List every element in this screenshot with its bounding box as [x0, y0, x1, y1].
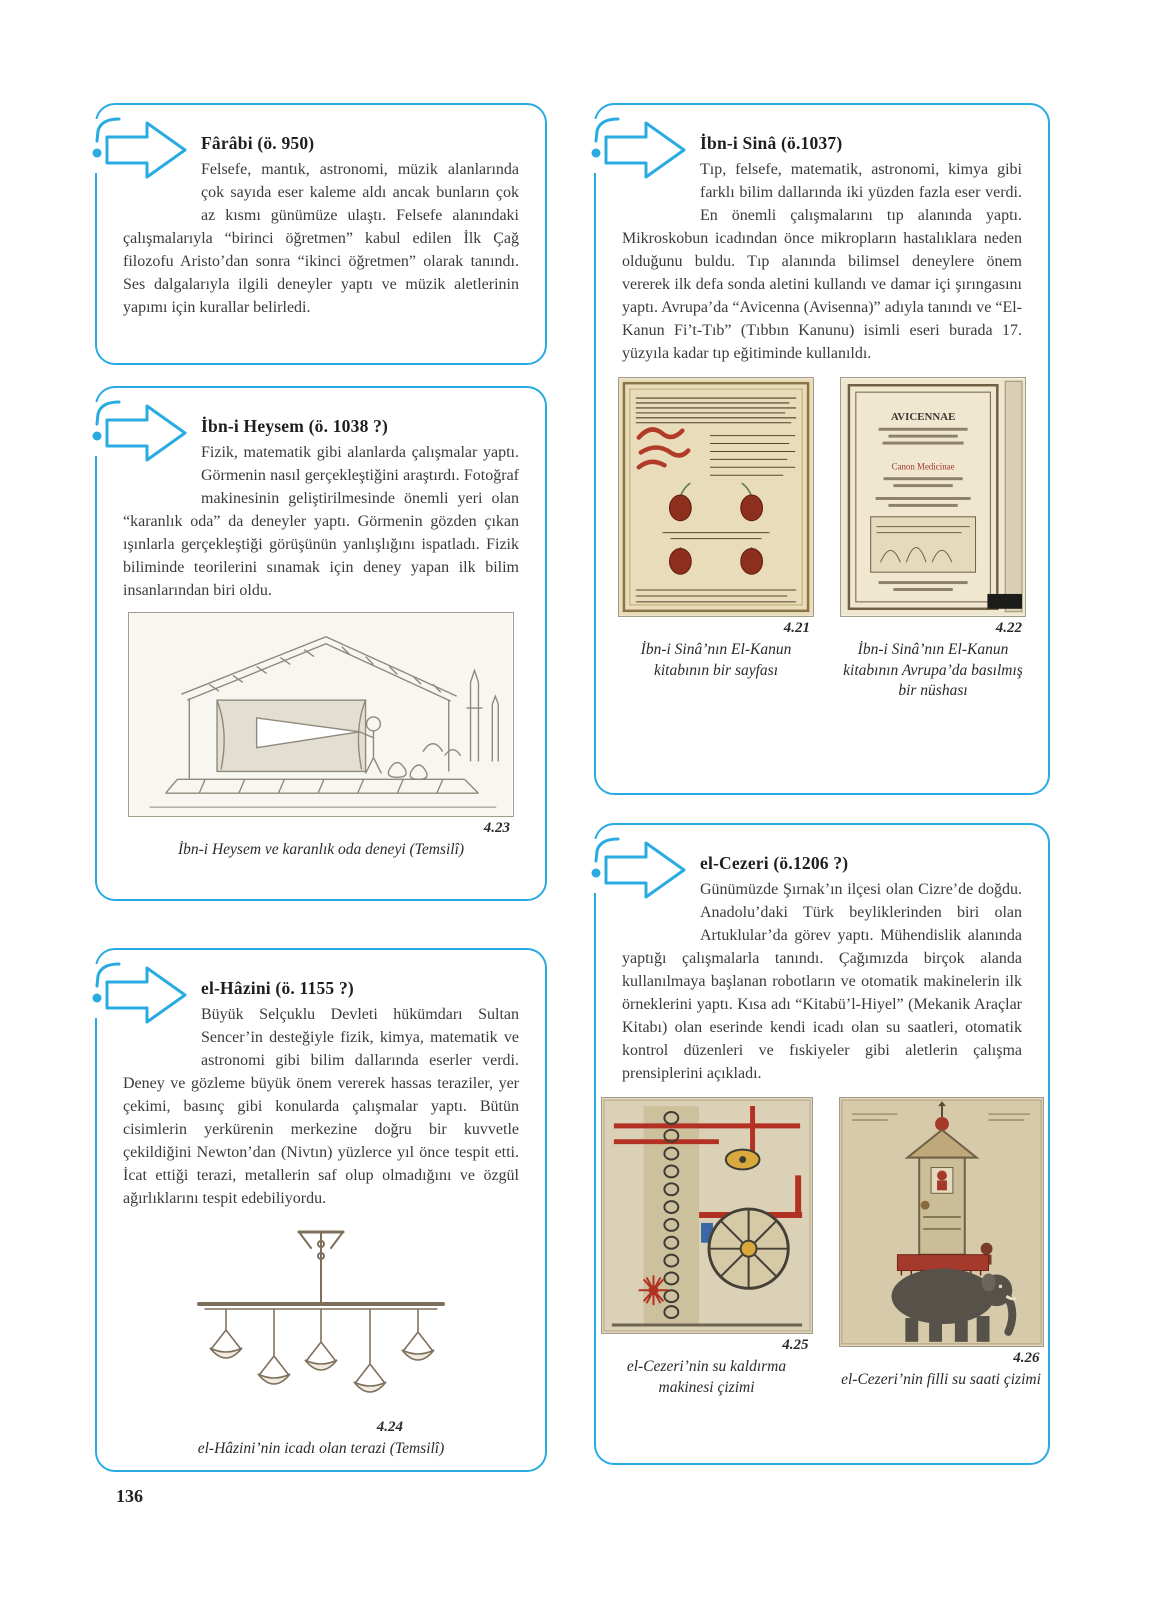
figure-4-22 — [840, 377, 1026, 701]
section-ibn-i-heysem — [95, 386, 547, 901]
section-title: el-Cezeri (ö.1206 ?) — [700, 853, 849, 873]
section-title: İbn-i Sinâ (ö.1037) — [700, 133, 843, 153]
el-kanun-european-print-image — [840, 377, 1026, 617]
figure-caption: İbn-i Sinâ’nın El-Kanun kitabının Avrupa’da basılmış bir nüshası — [843, 641, 1023, 700]
book-cover-subtitle: Canon Medicinae — [891, 461, 955, 472]
dark-room-experiment-illustration — [128, 612, 514, 817]
figure-number: 4.24 — [376, 1419, 403, 1436]
figure-4-21 — [618, 377, 814, 701]
figure-4-23 — [128, 612, 514, 860]
section-title: el-Hâzini (ö. 1155 ?) — [201, 978, 354, 998]
section-body: Tıp, felsefe, matematik, astronomi, kimya gibi farklı bilim dallarında iki yüzden fazla eser verdi. En önemli çalışmalarını tıp alanında yaptı. Mikroskobun icadından önce mikropların hastalıklara neden olduğunu buldu. Tıp alanında bilimsel deneylere önem vererek ilk defa sonda aletini kullandı ve damar içi şırıngasını yaptı. Avrupa’da “Avicenna (Avisenna)” adıyla tanındı ve “El-Kanun Fi’t-Tıb” (Tıbbın Kanunu) isimli eseri burada 17. yüzyıla kadar tıp eğitiminde kullanıldı. — [622, 161, 1022, 363]
section-body: Fizik, matematik gibi alanlarda çalışmalar yaptı. Görmenin nasıl gerçekleştiğini araştırdı. Fotoğraf makinesinin geliştirilmesinde önemli yeri olan “karanlık oda” da deneyler yaptı. Görmenin gözden çıkan ışınlarla gerçekleştiği görüşünün yanlışlığını ispatladı. Fizik biliminde teorilerini sınamak için deney yapan ilk bilim insanlarından biri oldu. — [123, 444, 519, 600]
flow-arrow-icon — [81, 392, 203, 470]
figure-caption: el-Cezeri’nin filli su saati çizimi — [841, 1371, 1041, 1389]
section-body: Günümüzde Şırnak’ın ilçesi olan Cizre’de doğdu. Anadolu’daki Türk beyliklerinden biri olan Artuklular’da görev yaptı. Mühendislik alanında yaptığı çalışmalarla tanındı. Çağımızda birçok alanda kullanılmaya başlanan robotların ve otomatik makinelerin ilk örneklerini yaptı. Kısa adı “Kitabü’l-Hiyel” (Mekanik Araçlar Kitabı) olan eserinde kendi icadı olan su saatleri, otomatik kontrol düzenleri ve fıskiyeler gibi aletlerin çalışma prensiplerini açıkladı. — [622, 881, 1022, 1083]
figure-caption: İbn-i Heysem ve karanlık oda deneyi (Temsilî) — [177, 841, 465, 859]
elephant-water-clock-image — [839, 1097, 1044, 1347]
figure-caption: İbn-i Sinâ’nın El-Kanun kitabının bir sayfası — [640, 641, 792, 679]
page-number: 136 — [116, 1486, 143, 1506]
flow-arrow-icon — [81, 109, 203, 187]
figure-4-25 — [601, 1097, 813, 1398]
el-kanun-manuscript-page-image — [618, 377, 814, 617]
section-title: Fârâbi (ö. 950) — [201, 133, 315, 153]
section-title: İbn-i Heysem (ö. 1038 ?) — [201, 416, 389, 436]
water-raising-machine-image — [601, 1097, 813, 1334]
figure-number: 4.21 — [783, 620, 810, 637]
figure-4-24 — [171, 1220, 471, 1459]
book-cover-title: AVICENNAE — [890, 411, 956, 424]
flow-arrow-icon — [580, 829, 702, 907]
figure-caption: el-Hâzini’nin icadı olan terazi (Temsilî) — [197, 1440, 445, 1458]
figure-pair — [622, 377, 1022, 701]
flow-arrow-icon — [580, 109, 702, 187]
figure-number: 4.25 — [782, 1337, 809, 1354]
section-el-hazini — [95, 948, 547, 1472]
figure-number: 4.26 — [1013, 1350, 1040, 1367]
figure-number: 4.23 — [483, 820, 510, 837]
section-farabi — [95, 103, 547, 365]
section-body: Büyük Selçuklu Devleti hükümdarı Sultan Sencer’in desteğiyle fizik, kimya, matematik ve astronomi gibi bilim dallarında eserler verdi. Deney ve gözleme büyük önem vererek hassas teraziler, yer çekimi, basınç gibi konularda çalışmalar yaptı. Bütün cisimlerin yerkürenin merkezine doğru bir kuvvetle çekildiğini Newton’dan (Nivtın) yüzlerce yıl önce tespit etti. İcat ettiği terazi, metallerin saf olup olmadığını ve özgül ağırlıklarını tespit edebiliyordu. — [123, 1006, 519, 1208]
figure-4-26 — [839, 1097, 1044, 1398]
section-body: Felsefe, mantık, astronomi, müzik alanlarında çok sayıda eser kaleme aldı ancak bunların çok az kısmı günümüze ulaştı. Felsefe alanındaki çalışmalarıyla “birinci öğretmen” kabul edilen İlk Çağ filozofu Aristo’dan sonra “ikinci öğretmen” olarak tanındı. Ses dalgalarıyla ilgili deneyler yaptı ve müzik aletlerinin yapımı için kurallar belirledi. — [123, 161, 519, 317]
balance-scale-illustration — [171, 1220, 471, 1416]
figure-caption: el-Cezeri’nin su kaldırma makinesi çizimi — [626, 1358, 787, 1396]
flow-arrow-icon — [81, 954, 203, 1032]
figure-number: 4.22 — [995, 620, 1022, 637]
section-el-cezeri — [594, 823, 1050, 1465]
figure-pair — [622, 1097, 1041, 1398]
section-ibn-i-sina — [594, 103, 1050, 795]
